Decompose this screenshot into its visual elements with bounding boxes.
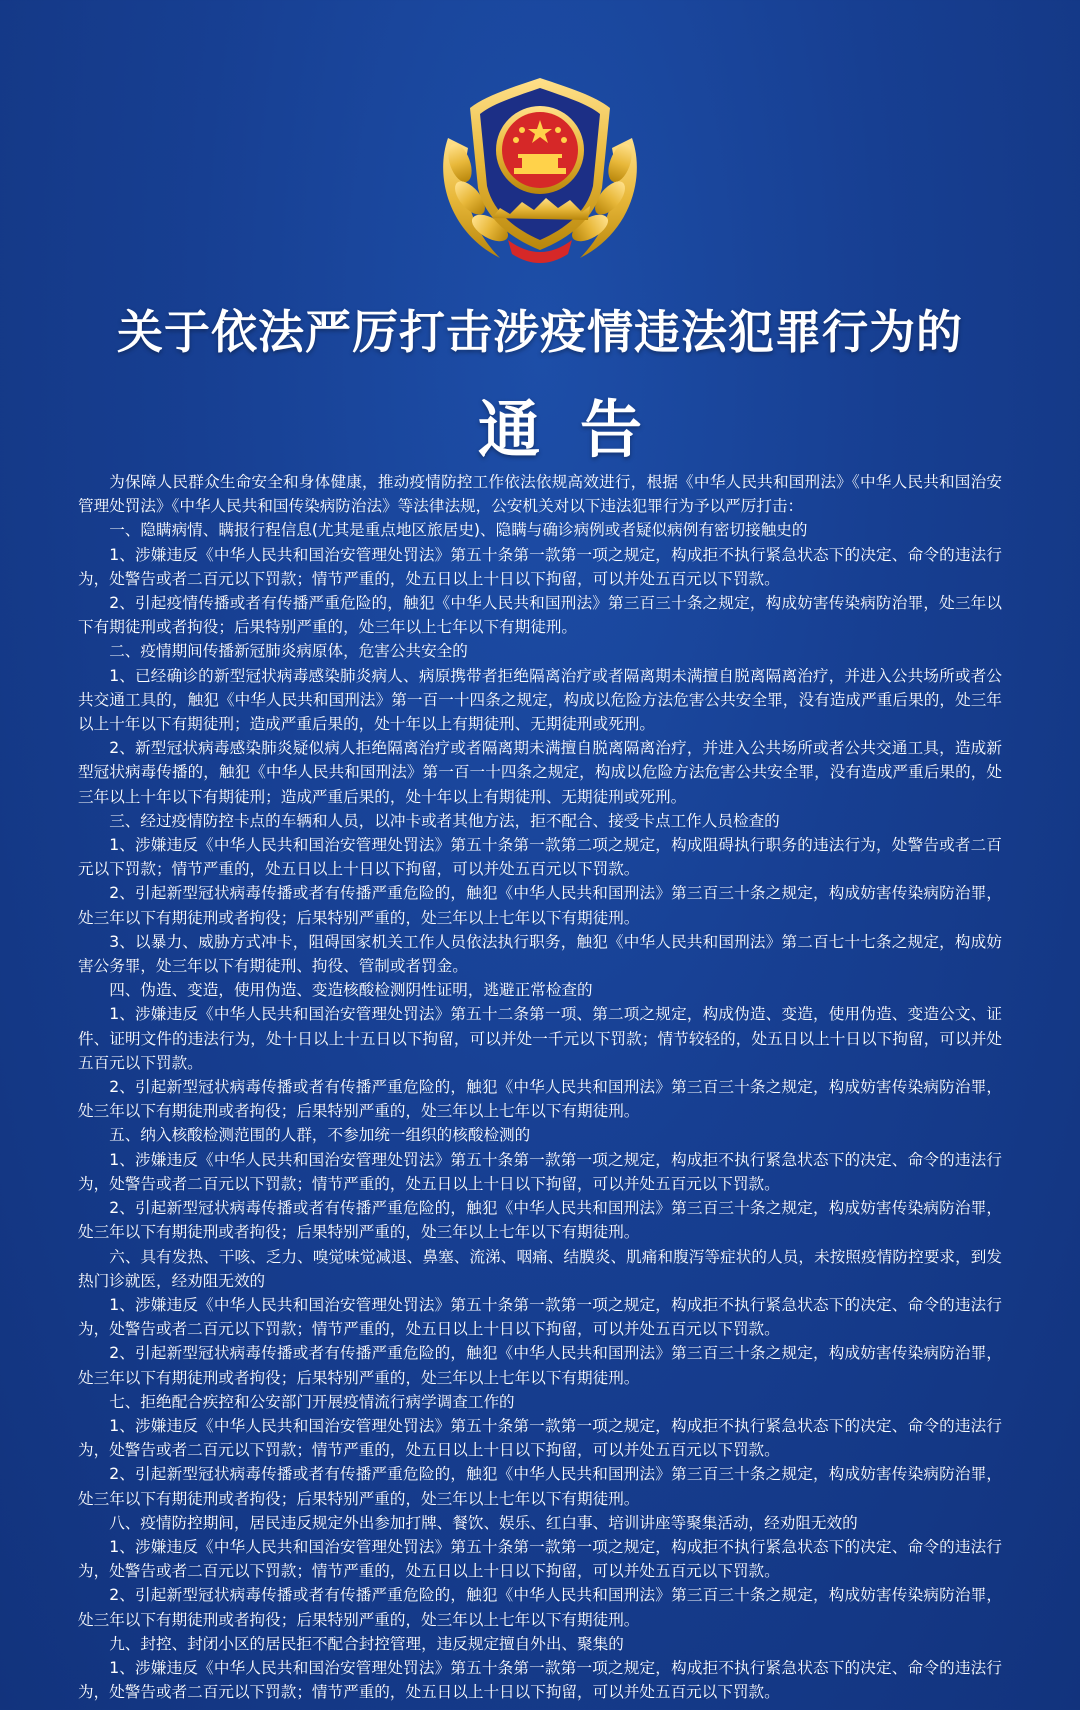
paragraph: 三、经过疫情防控卡点的车辆和人员，以冲卡或者其他方法，拒不配合、接受卡点工作人员检查的: [109, 811, 780, 830]
paragraph: 为保障人民群众生命安全和身体健康，推动疫情防控工作依法依规高效进行，根据《中华人民共和国刑法》《中华人民共和国治安管理处罚法》《中华人民共和国传染病防治法》等法律法规，公安机关对以下违法犯罪行为予以严厉打击：: [78, 473, 1002, 516]
notice-subtitle: 通告: [477, 393, 682, 466]
paragraph: 五、纳入核酸检测范围的人群，不参加统一组织的核酸检测的: [109, 1126, 531, 1145]
paragraph: 2、引起新型冠状病毒传播或者有传播严重危险的，触犯《中华人民共和国刑法》第三百三十条之规定，构成妨害传染病防治罪，处三年以下有期徒刑或者拘役；后果特别严重的，处三年以上七年以下有期徒刑。: [78, 1586, 1002, 1629]
paragraph: 1、已经确诊的新型冠状病毒感染肺炎病人、病原携带者拒绝隔离治疗或者隔离期未满擅自脱离隔离治疗，并进入公共场所或者公共交通工具的，触犯《中华人民共和国刑法》第一百一十四条之规定，构成以危险方法危害公共安全罪，没有造成严重后果的，处三年以上十年以下有期徒刑；造成严重后果的，处十年以上有期徒刑、无期徒刑或死刑。: [78, 666, 1002, 734]
paragraph: 一、隐瞒病情、瞒报行程信息(尤其是重点地区旅居史)、隐瞒与确诊病例或者疑似病例有密切接触史的: [109, 521, 808, 540]
police-emblem-icon: [430, 68, 650, 278]
paragraph: 六、具有发热、干咳、乏力、嗅觉味觉减退、鼻塞、流涕、咽痛、结膜炎、肌痛和腹泻等症状的人员，未按照疫情防控要求，到发热门诊就医，经劝阻无效的: [78, 1247, 1002, 1290]
paragraph: 九、封控、封闭小区的居民拒不配合封控管理，违反规定擅自外出、聚集的: [109, 1634, 624, 1653]
paragraph: 2、引起疫情传播或者有传播严重危险的，触犯《中华人民共和国刑法》第三百三十条之规定，构成妨害传染病防治罪，处三年以下有期徒刑或者拘役；后果特别严重的，处三年以上七年以下有期徒刑。: [78, 594, 1002, 637]
paragraph: 1、涉嫌违反《中华人民共和国治安管理处罚法》第五十条第一款第一项之规定，构成拒不执行紧急状态下的决定、命令的违法行为，处警告或者二百元以下罚款；情节严重的，处五日以上十日以下拘留，可以并处五百元以下罚款。: [78, 545, 1002, 588]
paragraph: 七、拒绝配合疾控和公安部门开展疫情流行病学调查工作的: [109, 1392, 515, 1411]
paragraph: 四、伪造、变造，使用伪造、变造核酸检测阴性证明，逃避正常检查的: [109, 981, 593, 1000]
paragraph: 2、引起新型冠状病毒传播或者有传播严重危险的，触犯《中华人民共和国刑法》第三百三十条之规定，构成妨害传染病防治罪，处三年以下有期徒刑或者拘役；后果特别严重的，处三年以上七年以下有期徒刑。: [78, 1078, 1002, 1121]
notice-title: 关于依法严厉打击涉疫情违法犯罪行为的: [117, 305, 963, 359]
paragraph: 二、疫情期间传播新冠肺炎病原体，危害公共安全的: [109, 642, 468, 661]
paragraph: 2、新型冠状病毒感染肺炎疑似病人拒绝隔离治疗或者隔离期未满擅自脱离隔离治疗，并进入公共场所或者公共交通工具，造成新型冠状病毒传播的，触犯《中华人民共和国刑法》第一百一十四条之规定，构成以危险方法危害公共安全罪，没有造成严重后果的，处三年以上十年以下有期徒刑；造成严重后果的，处十年以上有期徒刑、无期徒刑或死刑。: [78, 739, 1002, 806]
paragraph: 八、疫情防控期间，居民违反规定外出参加打牌、餐饮、娱乐、红白事、培训讲座等聚集活动，经劝阻无效的: [109, 1513, 858, 1532]
paragraph: 1、涉嫌违反《中华人民共和国治安管理处罚法》第五十条第一款第一项之规定，构成拒不执行紧急状态下的决定、命令的违法行为，处警告或者二百元以下罚款；情节严重的，处五日以上十日以下拘留，可以并处五百元以下罚款。: [78, 1416, 1002, 1460]
notice-body: [78, 470, 1002, 1704]
police-emblem: [430, 68, 650, 278]
paragraph: 1、涉嫌违反《中华人民共和国治安管理处罚法》第五十条第一款第一项之规定，构成拒不执行紧急状态下的决定、命令的违法行为，处警告或者二百元以下罚款；情节严重的，处五日以上十日以下拘留，可以并处五百元以下罚款。: [78, 1150, 1002, 1193]
paragraph: 2、引起新型冠状病毒传播或者有传播严重危险的，触犯《中华人民共和国刑法》第三百三十条之规定，构成妨害传染病防治罪，处三年以下有期徒刑或者拘役；后果特别严重的，处三年以上七年以下有期徒刑。: [78, 1199, 1002, 1242]
paragraph: 2、引起新型冠状病毒传播或者有传播严重危险的，触犯《中华人民共和国刑法》第三百三十条之规定，构成妨害传染病防治罪，处三年以下有期徒刑或者拘役；后果特别严重的，处三年以上七年以下有期徒刑。: [78, 1344, 1002, 1387]
paragraph: 1、涉嫌违反《中华人民共和国治安管理处罚法》第五十条第一款第一项之规定，构成拒不执行紧急状态下的决定、命令的违法行为，处警告或者二百元以下罚款；情节严重的，处五日以上十日以下拘留，可以并处五百元以下罚款。: [78, 1537, 1002, 1581]
paragraph: 1、涉嫌违反《中华人民共和国治安管理处罚法》第五十条第一款第一项之规定，构成拒不执行紧急状态下的决定、命令的违法行为，处警告或者二百元以下罚款；情节严重的，处五日以上十日以下拘留，可以并处五百元以下罚款。: [78, 1295, 1002, 1339]
paragraph: 1、涉嫌违反《中华人民共和国治安管理处罚法》第五十条第一款第一项之规定，构成拒不执行紧急状态下的决定、命令的违法行为，处警告或者二百元以下罚款；情节严重的，处五日以上十日以下拘留，可以并处五百元以下罚款。: [78, 1658, 1002, 1702]
paragraph: 3、以暴力、威胁方式冲卡，阻碍国家机关工作人员依法执行职务，触犯《中华人民共和国刑法》第二百七十七条之规定，构成妨害公务罪，处三年以下有期徒刑、拘役、管制或者罚金。: [78, 932, 1002, 976]
paragraph: 1、涉嫌违反《中华人民共和国治安管理处罚法》第五十条第一款第二项之规定，构成阻碍执行职务的违法行为，处警告或者二百元以下罚款；情节严重的，处五日以上十日以下拘留，可以并处五百元以下罚款。: [78, 836, 1002, 879]
paragraph: 2、引起新型冠状病毒传播或者有传播严重危险的，触犯《中华人民共和国刑法》第三百三十条之规定，构成妨害传染病防治罪，处三年以下有期徒刑或者拘役；后果特别严重的，处三年以上七年以下有期徒刑。: [78, 884, 1002, 927]
paragraph: 2、引起新型冠状病毒传播或者有传播严重危险的，触犯《中华人民共和国刑法》第三百三十条之规定，构成妨害传染病防治罪，处三年以下有期徒刑或者拘役；后果特别严重的，处三年以上七年以下有期徒刑。: [78, 1465, 1002, 1508]
paragraph: 1、涉嫌违反《中华人民共和国治安管理处罚法》第五十二条第一项、第二项之规定，构成伪造、变造，使用伪造、变造公文、证件、证明文件的违法行为，处十日以上十五日以下拘留，可以并处一千元以下罚款；情节较轻的，处五日以上十日以下拘留，可以并处五百元以下罚款。: [78, 1005, 1002, 1072]
